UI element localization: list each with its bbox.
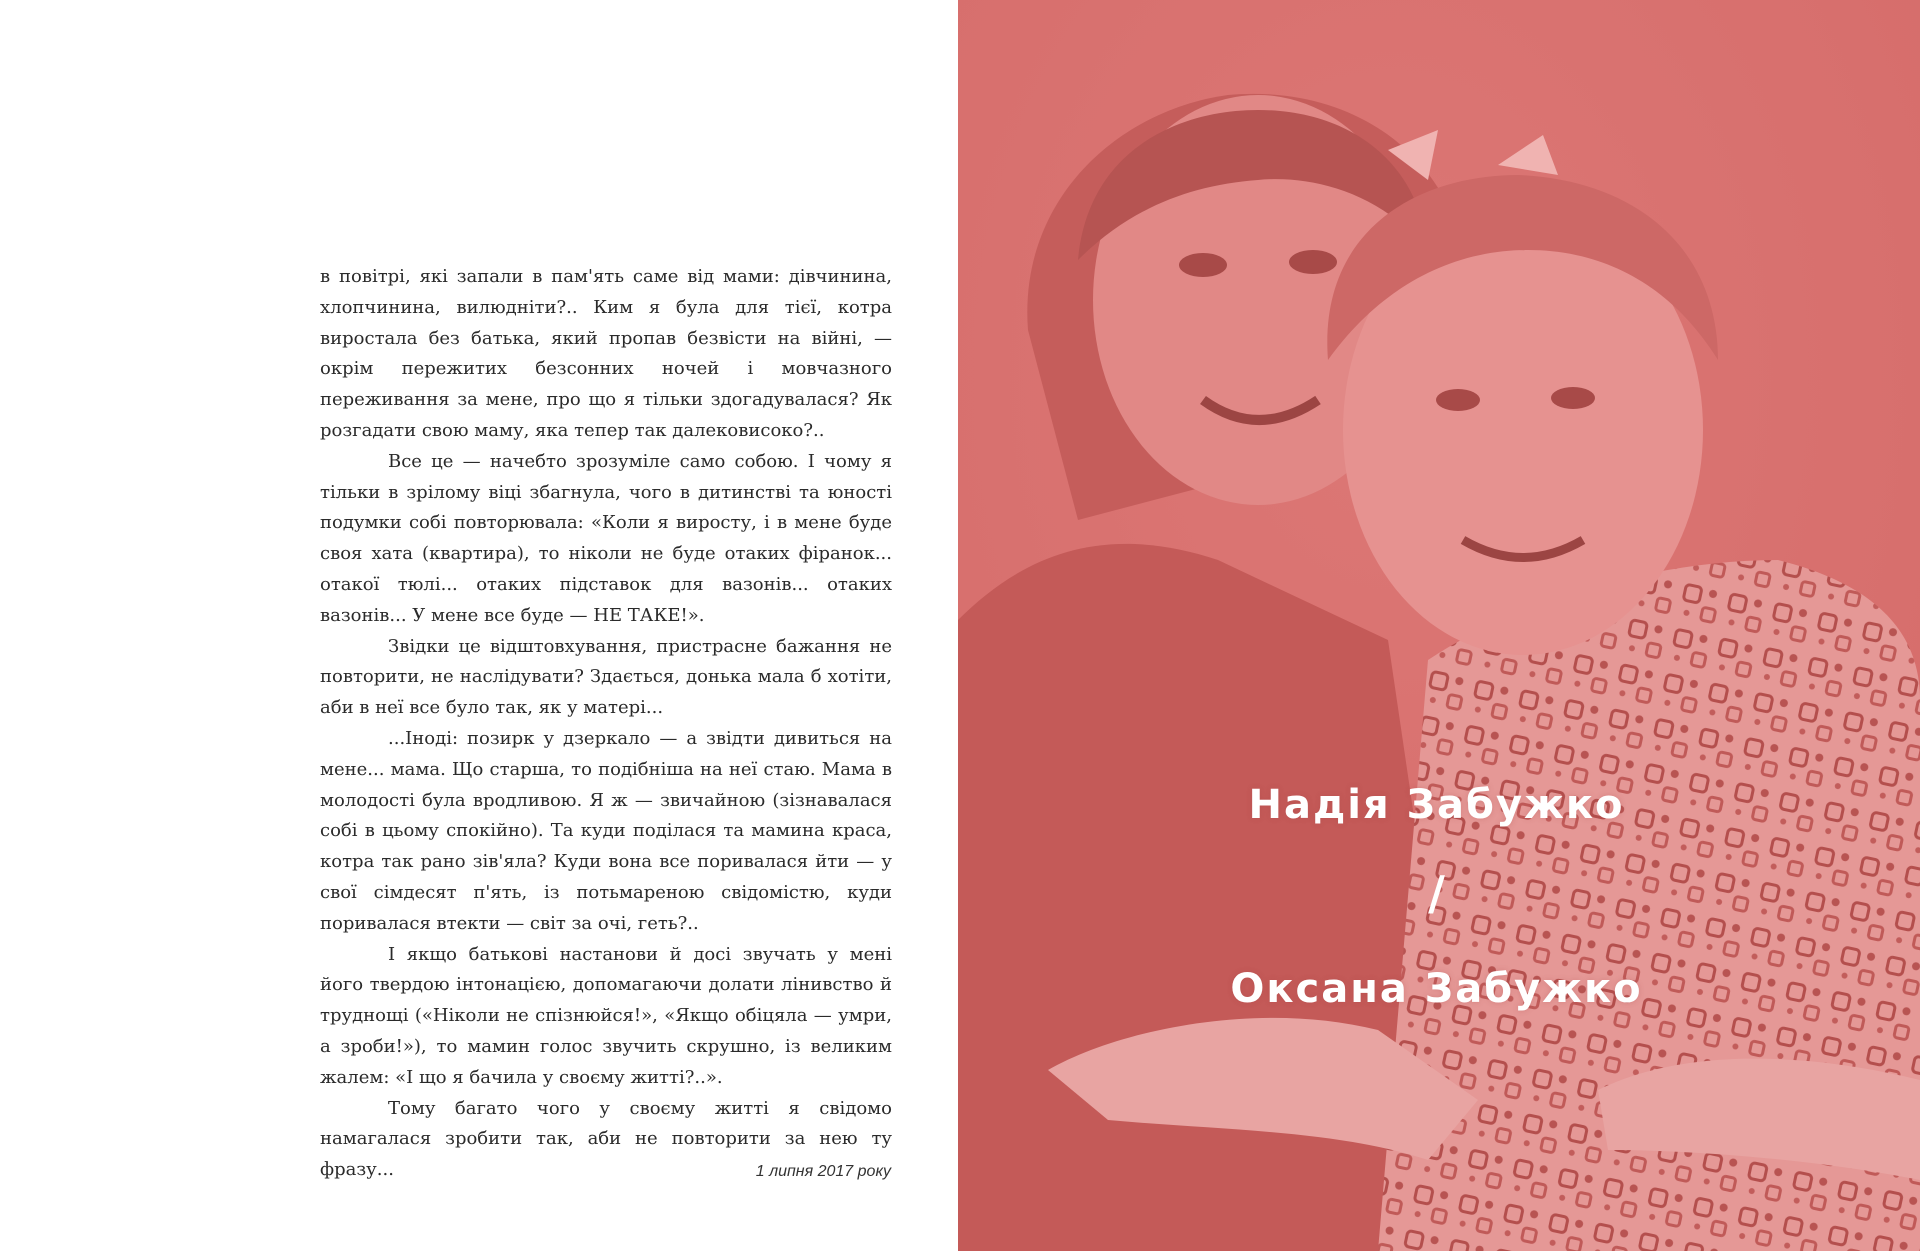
- author-separator: /: [1428, 866, 1445, 920]
- paragraph-1: в повітрі, які запали в пам'ять саме від мами: дівчинина, хлопчинина, вилюдніти?.. Ким я була для тієї, котра виростала без батька, який пропав безвісти на війні, — окрім пережитих безсонних ночей і мовчазного переживання за мене, про що я тільки здогадувалася? Як розгадати свою маму, яка тепер так далековисоко?..: [320, 266, 892, 441]
- left-page: [0, 0, 958, 1251]
- paragraph-6: Тому багато чого у своєму житті я свідомо намагалася зробити так, аби не повторити за нею ту фразу...: [320, 1097, 892, 1181]
- body-text: [320, 262, 892, 1186]
- author-2-name: Оксана Забужко: [1230, 966, 1643, 1012]
- paragraph-5: І якщо батькові настанови й досі звучать у мені його твердою інтонацією, допомагаючи долати лінивство й труднощі («Ніколи не спізнюйся!», «Якщо обіцяла — умри, а зроби!»), то мамин голос звучить скрушно, із великим жалем: «І що я бачила у своєму житті?..».: [320, 943, 892, 1088]
- right-page: [958, 0, 1920, 1251]
- author-1-name: Надія Забужко: [1248, 782, 1625, 828]
- paragraph-2: Все це — начебто зрозуміле само собою. І чому я тільки в зрілому віці збагнула, чого в дитинстві та юності подумки собі повторювала: «Коли я виросту, і в мене буде своя хата (квартира), то ніколи не буде отаких фіранок... отакої тюлі... отаких підставок для вазонів... отаких вазонів... У мене все буде — НЕ ТАКЕ!».: [320, 450, 892, 626]
- mother-daughter-photo: [958, 0, 1920, 1251]
- date-signature: 1 липня 2017 року: [755, 1163, 891, 1180]
- paragraph-4: ...Іноді: позирк у дзеркало — а звідти дивиться на мене... мама. Що старша, то подібніша на неї стаю. Мама в молодості була вродливою. Я ж — звичайною (зізнавалася собі в цьому спокійно). Та куди поділася та мамина краса, котра так рано зів'яла? Куди вона все поривалася йти — у свої сімдесят п'ять, із потьмареною свідомістю, куди поривалася втекти — світ за очі, геть?..: [320, 727, 892, 934]
- authors-block: [958, 780, 1920, 1014]
- paragraph-3: Звідки це відштовхування, пристрасне бажання не повторити, не наслідувати? Здається, донька мала б хотіти, аби в неї все було так, як у матері...: [320, 635, 892, 719]
